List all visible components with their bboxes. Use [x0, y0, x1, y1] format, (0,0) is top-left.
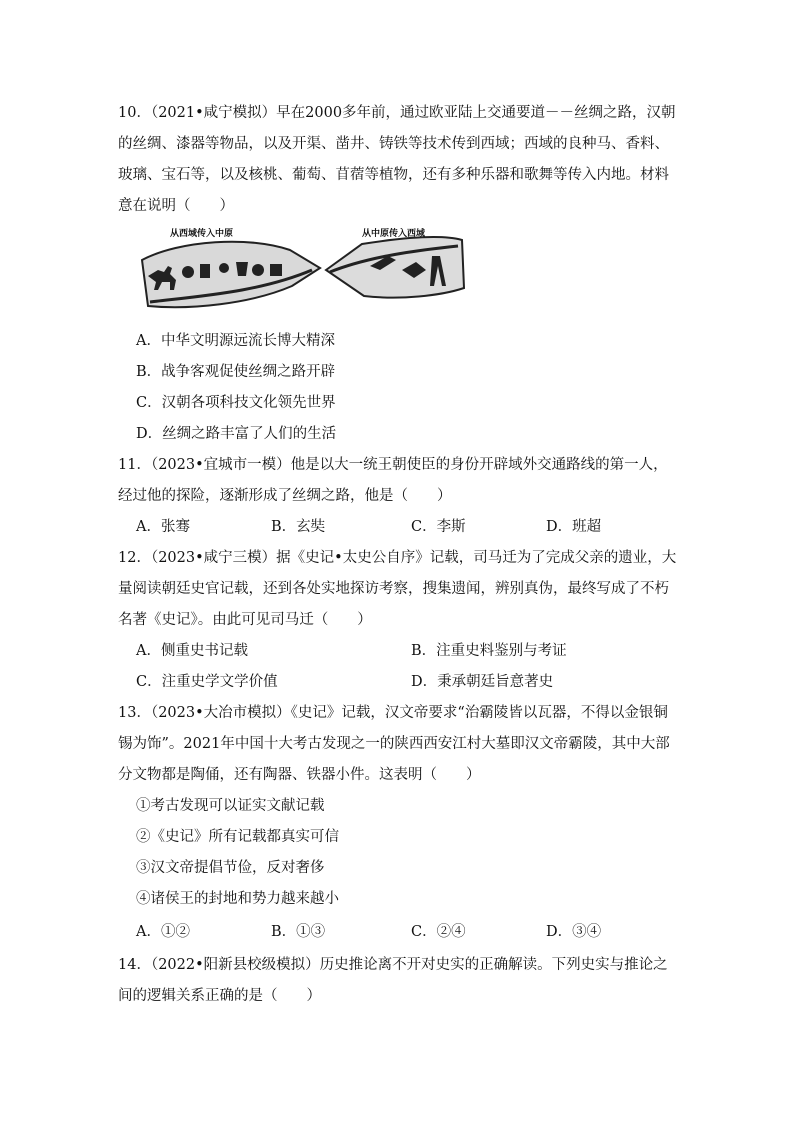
- q11-option-a: A．张骞: [136, 519, 190, 535]
- q13-statement-2: ②《史记》所有记载都真实可信: [136, 829, 339, 845]
- q11-option-c: C．李斯: [411, 519, 466, 535]
- q11-option-d: D．班超: [546, 519, 602, 535]
- q10-option-d: D．丝绸之路丰富了人们的生活: [136, 426, 337, 442]
- question-11-stem: 11．（2023•宜城市一模）他是以大一统王朝使臣的身份开辟域外交通路线的第一人，经过他的探险，逐渐形成了丝绸之路，他是（ ）: [118, 457, 668, 504]
- q13-option-c: C．②④: [411, 924, 466, 940]
- q12-option-b: B．注重史料鉴别与考证: [411, 643, 567, 659]
- question-14-stem: 14．（2022•阳新县校级模拟）历史推论离不开对史实的正确解读。下列史实与推论之间的逻辑关系正确的是（ ）: [118, 957, 668, 1004]
- question-13-stem: 13．（2023•大冶市模拟）《史记》记载，汉文帝要求“治霸陵皆以瓦器，不得以金银铜锡为饰”。2021年中国十大考古发现之一的陕西西安江村大墓即汉文帝霸陵，其中大部分文物都是陶俑，还有陶器、铁器小件。这表明（ ）: [118, 705, 670, 783]
- q11-option-b: B．玄奘: [271, 519, 326, 535]
- question-12-stem: 12．（2023•咸宁三模）据《史记•太史公自序》记载，司马迁为了完成父亲的遗业，大量阅读朝廷史官记载，还到各处实地探访考察，搜集遗闻，辨别真伪，最终写成了不朽名著《史记》。由此可见司马迁（ ）: [118, 550, 677, 628]
- q13-statement-4: ④诸侯王的封地和势力越来越小: [136, 891, 339, 907]
- q12-option-d: D．秉承朝廷旨意著史: [411, 674, 554, 690]
- figure-right-label: 从中原传入西域: [362, 229, 426, 239]
- q10-option-b: B．战争客观促使丝绸之路开辟: [136, 364, 336, 380]
- question-10-stem: 10．（2021•咸宁模拟）早在2000多年前，通过欧亚陆上交通要道－－丝绸之路，汉朝的丝绸、漆器等物品，以及开渠、凿井、铸铁等技术传到西域；西域的良种马、香料、玻璃、宝石等，以及核桃、葡萄、苜蓿等植物，还有多种乐器和歌舞等传入内地。材料意在说明（ ）: [118, 105, 676, 214]
- q13-statement-3: ③汉文帝提倡节俭，反对奢侈: [136, 860, 325, 876]
- q10-option-a: A．中华文明源远流长博大精深: [136, 333, 335, 349]
- q13-statement-1: ①考古发现可以证实文献记载: [136, 798, 325, 814]
- q13-option-b: B．①③: [271, 924, 326, 940]
- q12-option-a: A．侧重史书记载: [136, 643, 248, 659]
- silk-road-arrows-illustration: [140, 226, 466, 316]
- q13-option-a: A．①②: [136, 924, 190, 940]
- q10-option-c: C．汉朝各项科技文化领先世界: [136, 395, 336, 411]
- silk-road-exchange-figure: [140, 226, 466, 316]
- q13-option-d: D．③④: [546, 924, 602, 940]
- figure-left-label: 从西域传入中原: [170, 229, 234, 239]
- q12-option-c: C．注重史学文学价值: [136, 674, 278, 690]
